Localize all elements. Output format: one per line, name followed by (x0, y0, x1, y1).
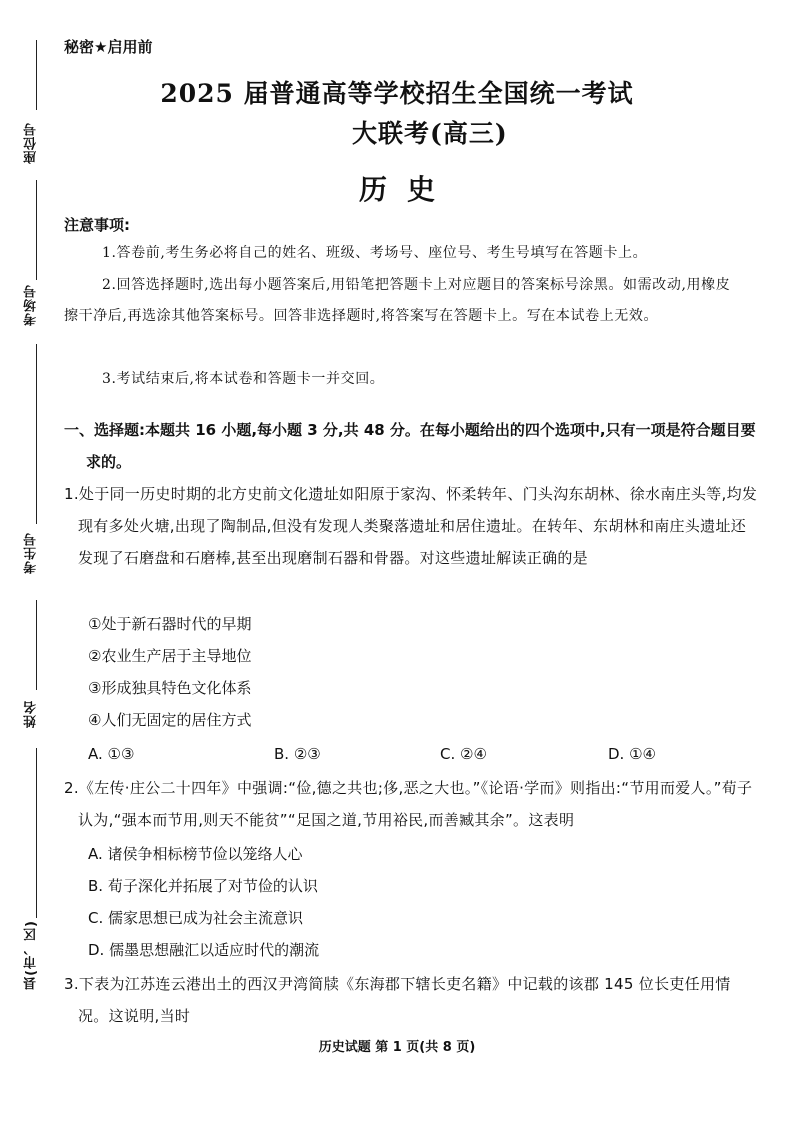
question-1-option-d[interactable]: D. ①④ (608, 745, 656, 763)
binding-label-seat: 座位号 (24, 122, 39, 164)
question-2-option-d[interactable]: D. 儒墨思想融汇以适应时代的潮流 (88, 941, 320, 959)
question-1-option-b[interactable]: B. ②③ (274, 745, 321, 763)
page-footer: 历史试题 第 1 页(共 8 页) (318, 1040, 476, 1055)
binding-label-student: 考生号 (24, 532, 39, 574)
subject-title: 历史 (358, 173, 455, 206)
exam-title: 2025 届普通高等学校招生全国统一考试 (160, 79, 634, 108)
binding-line-name (36, 600, 37, 690)
question-2-option-c[interactable]: C. 儒家思想已成为社会主流意识 (88, 909, 304, 927)
binding-label-room: 考场号 (24, 284, 39, 326)
binding-label-name: 姓名 (24, 700, 39, 728)
question-2-option-a[interactable]: A. 诸侯争相标榜节俭以笼络人心 (88, 845, 303, 863)
note-item: 3.考试结束后,将本试卷和答题卡一并交回。 (102, 371, 385, 387)
question-1-statement: ④人们无固定的居住方式 (88, 711, 252, 729)
question-3-stem: 3.下表为江苏连云港出土的西汉尹湾简牍《东海郡下辖长吏名籍》中记载的该郡 145 位长吏任用情况。这说明,当时 (64, 975, 731, 1025)
binding-label-county: 县(市、区) (24, 920, 39, 990)
question-1-stem: 1.处于同一历史时期的北方史前文化遗址如阳原于家沟、怀柔转年、门头沟东胡林、徐水南庄头等,均发现有多处火塘,出现了陶制品,但没有发现人类聚落遗址和居住遗址。在转年、东胡林和南庄头遗址还发现了石磨盘和石磨棒,甚至出现磨制石器和骨器。对这些遗址解读正确的是 (64, 485, 758, 567)
question-1-statement: ②农业生产居于主导地位 (88, 647, 252, 665)
confidential-mark: 秘密★启用前 (64, 38, 153, 56)
binding-line-county (36, 748, 37, 918)
question-2-option-b[interactable]: B. 荀子深化并拓展了对节俭的认识 (88, 877, 318, 895)
note-item: 1.答卷前,考生务必将自己的姓名、班级、考场号、座位号、考生号填写在答题卡上。 (102, 245, 648, 261)
notes-heading: 注意事项: (64, 216, 130, 234)
binding-line-student (36, 344, 37, 524)
question-1-statement: ①处于新石器时代的早期 (88, 615, 252, 633)
section-heading: 一、选择题:本题共 16 小题,每小题 3 分,共 48 分。在每小题给出的四个选项中,只有一项是符合题目要求的。 (64, 421, 756, 471)
question-1-option-a[interactable]: A. ①③ (88, 745, 135, 763)
exam-subtitle: 大联考(高三) (352, 119, 508, 148)
note-item: 2.回答选择题时,选出每小题答案后,用铅笔把答题卡上对应题目的答案标号涂黑。如需改动,用橡皮擦干净后,再选涂其他答案标号。回答非选择题时,将答案写在答题卡上。写在本试卷上无效。 (64, 277, 731, 324)
question-2-stem: 2.《左传·庄公二十四年》中强调:“俭,德之共也;侈,恶之大也。”《论语·学而》则指出:“节用而爱人。”荀子认为,“强本而节用,则天不能贫”“足国之道,节用裕民,而善臧其余”。这表明 (64, 779, 753, 829)
question-1-options (88, 738, 688, 770)
question-1-statement: ③形成独具特色文化体系 (88, 679, 252, 697)
question-1-option-c[interactable]: C. ②④ (440, 745, 487, 763)
